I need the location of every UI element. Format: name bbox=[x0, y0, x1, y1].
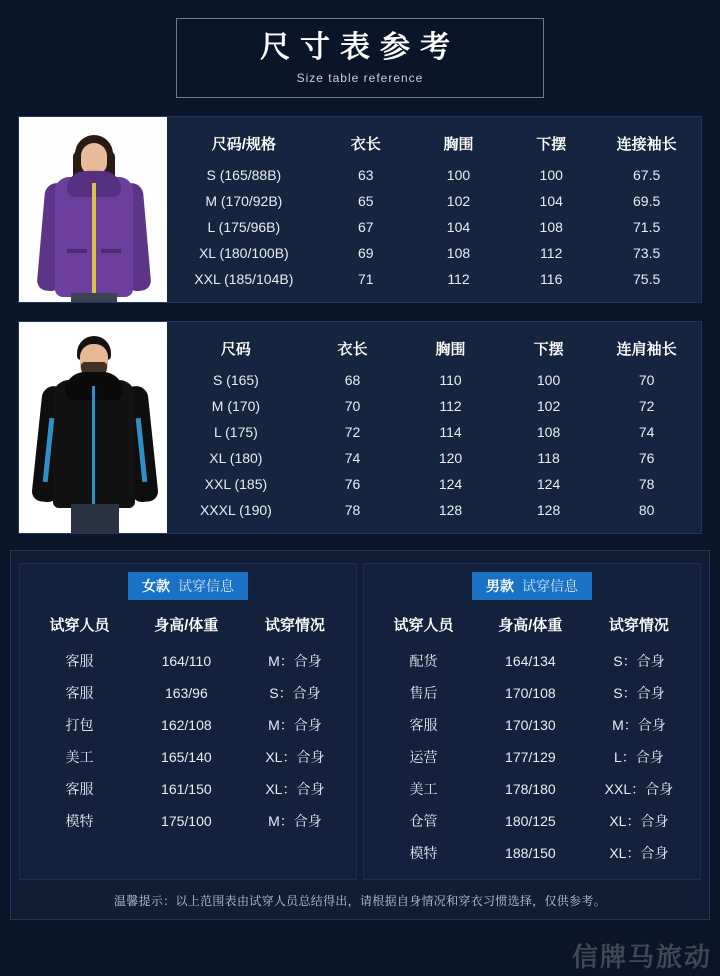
cell-sleeve: 72 bbox=[638, 397, 655, 414]
table-row bbox=[370, 677, 694, 709]
page-header bbox=[0, 0, 720, 98]
table-row bbox=[167, 266, 697, 292]
cell-sleeve: 67.5 bbox=[633, 166, 661, 183]
table-header-row bbox=[167, 127, 697, 162]
cell-height-weight: 170/108 bbox=[505, 684, 556, 701]
cell-size: M (170/92B) bbox=[205, 192, 283, 209]
men-size-panel bbox=[18, 321, 702, 534]
table-row bbox=[167, 367, 697, 393]
cell-length: 68 bbox=[344, 371, 361, 388]
cell-size: M (170) bbox=[211, 397, 261, 414]
cell-fit: XL：合身 bbox=[265, 748, 325, 765]
cell-hem: 124 bbox=[536, 475, 561, 492]
cell-hem: 128 bbox=[536, 501, 561, 518]
cell-sleeve: 70 bbox=[638, 371, 655, 388]
cell-fit: S：合身 bbox=[269, 684, 321, 701]
cell-length: 71 bbox=[357, 270, 374, 287]
cell-sleeve: 71.5 bbox=[633, 218, 661, 235]
cell-hem: 104 bbox=[539, 192, 563, 209]
table-header-row bbox=[370, 606, 694, 645]
table-row bbox=[370, 741, 694, 773]
column-header: 试穿情况 bbox=[264, 616, 325, 634]
column-header: 下摆 bbox=[533, 340, 564, 358]
column-header: 尺码/规格 bbox=[211, 135, 276, 153]
cell-length: 78 bbox=[344, 501, 361, 518]
cell-fit: XL：合身 bbox=[265, 780, 325, 797]
column-header: 尺码 bbox=[220, 340, 251, 358]
cell-fit: S：合身 bbox=[613, 652, 665, 669]
cell-bust: 112 bbox=[439, 397, 462, 414]
column-header: 连肩袖长 bbox=[616, 340, 677, 358]
cell-height-weight: 188/150 bbox=[505, 844, 556, 861]
cell-length: 70 bbox=[344, 397, 361, 414]
cell-length: 65 bbox=[357, 192, 374, 209]
cell-height-weight: 164/134 bbox=[505, 652, 556, 669]
cell-person: 美工 bbox=[409, 780, 438, 797]
cell-length: 72 bbox=[344, 423, 361, 440]
cell-height-weight: 162/108 bbox=[161, 716, 212, 733]
table-row bbox=[167, 214, 697, 240]
cell-height-weight: 178/180 bbox=[505, 780, 556, 797]
column-header: 衣长 bbox=[337, 340, 368, 358]
cell-bust: 114 bbox=[439, 423, 462, 440]
table-row bbox=[26, 805, 350, 837]
table-row bbox=[370, 837, 694, 869]
men-fit-tab-label: 男款 bbox=[486, 577, 514, 594]
cell-bust: 128 bbox=[438, 501, 463, 518]
column-header: 胸围 bbox=[443, 135, 474, 153]
cell-hem: 102 bbox=[536, 397, 561, 414]
table-row bbox=[167, 497, 697, 523]
table-row bbox=[167, 240, 697, 266]
men-jacket-photo bbox=[19, 322, 167, 533]
cell-hem: 116 bbox=[540, 270, 563, 287]
cell-hem: 118 bbox=[537, 449, 560, 466]
table-row bbox=[26, 645, 350, 677]
cell-hem: 112 bbox=[540, 244, 563, 261]
cell-sleeve: 76 bbox=[638, 449, 655, 466]
cell-height-weight: 170/130 bbox=[505, 716, 556, 733]
column-header: 身高/体重 bbox=[154, 616, 219, 634]
cell-person: 客服 bbox=[65, 684, 94, 701]
table-row bbox=[26, 709, 350, 741]
cell-size: L (175) bbox=[213, 423, 258, 440]
cell-bust: 102 bbox=[446, 192, 471, 209]
cell-size: S (165) bbox=[212, 371, 259, 388]
cell-length: 76 bbox=[344, 475, 361, 492]
cell-fit: XL：合身 bbox=[609, 844, 669, 861]
cell-person: 客服 bbox=[65, 780, 94, 797]
table-row bbox=[370, 709, 694, 741]
women-size-table-wrap bbox=[167, 117, 701, 302]
women-jacket-photo bbox=[19, 117, 167, 302]
cell-height-weight: 177/129 bbox=[505, 748, 556, 765]
cell-size: XXL (185) bbox=[204, 475, 268, 492]
men-fit-tab[interactable] bbox=[472, 572, 592, 600]
cell-fit: XXL：合身 bbox=[604, 780, 674, 797]
table-row bbox=[167, 162, 697, 188]
cell-bust: 120 bbox=[438, 449, 463, 466]
cell-sleeve: 73.5 bbox=[633, 244, 661, 261]
column-header: 胸围 bbox=[435, 340, 466, 358]
cell-sleeve: 74 bbox=[638, 423, 655, 440]
cell-bust: 112 bbox=[447, 270, 470, 287]
watermark: 信牌马旅动 bbox=[571, 943, 712, 973]
cell-person: 模特 bbox=[409, 844, 438, 861]
table-row bbox=[26, 773, 350, 805]
cell-size: XL (180/100B) bbox=[198, 244, 289, 261]
women-size-panel bbox=[18, 116, 702, 303]
column-header: 身高/体重 bbox=[498, 616, 563, 634]
table-row bbox=[167, 419, 697, 445]
column-header: 试穿人员 bbox=[393, 616, 454, 634]
cell-hem: 100 bbox=[536, 371, 561, 388]
table-header-row bbox=[167, 332, 697, 367]
table-row bbox=[370, 805, 694, 837]
men-size-table-wrap bbox=[167, 322, 701, 533]
table-row bbox=[370, 773, 694, 805]
cell-person: 配货 bbox=[409, 652, 438, 669]
cell-sleeve: 69.5 bbox=[633, 192, 661, 209]
title-box bbox=[176, 18, 544, 98]
cell-hem: 108 bbox=[536, 423, 561, 440]
cell-fit: M：合身 bbox=[612, 716, 666, 733]
men-fit-column bbox=[363, 563, 701, 880]
column-header: 下摆 bbox=[536, 135, 567, 153]
table-row bbox=[167, 471, 697, 497]
cell-person: 客服 bbox=[409, 716, 438, 733]
page-subtitle: Size table reference bbox=[296, 70, 424, 85]
cell-person: 模特 bbox=[65, 812, 94, 829]
cell-hem: 100 bbox=[539, 166, 563, 183]
men-fit-tab-sub: 试穿信息 bbox=[522, 577, 578, 594]
cell-person: 售后 bbox=[409, 684, 438, 701]
cell-sleeve: 75.5 bbox=[633, 270, 661, 287]
cell-height-weight: 180/125 bbox=[505, 812, 556, 829]
cell-fit: XL：合身 bbox=[609, 812, 669, 829]
cell-person: 客服 bbox=[65, 652, 94, 669]
table-row bbox=[167, 445, 697, 471]
cell-height-weight: 161/150 bbox=[161, 780, 212, 797]
cell-hem: 108 bbox=[539, 218, 563, 235]
cell-height-weight: 175/100 bbox=[161, 812, 212, 829]
table-row bbox=[26, 677, 350, 709]
cell-bust: 100 bbox=[446, 166, 471, 183]
cell-sleeve: 80 bbox=[638, 501, 655, 518]
cell-length: 74 bbox=[344, 449, 361, 466]
cell-height-weight: 163/96 bbox=[164, 684, 208, 701]
cell-fit: M：合身 bbox=[268, 716, 322, 733]
table-row bbox=[167, 393, 697, 419]
cell-fit: M：合身 bbox=[268, 812, 322, 829]
cell-bust: 104 bbox=[446, 218, 471, 235]
women-fit-tab-sub: 试穿信息 bbox=[178, 577, 234, 594]
cell-bust: 110 bbox=[439, 371, 462, 388]
cell-length: 69 bbox=[357, 244, 374, 261]
cell-person: 美工 bbox=[65, 748, 94, 765]
table-row bbox=[167, 188, 697, 214]
cell-size: XXL (185/104B) bbox=[194, 270, 294, 287]
cell-fit: L：合身 bbox=[614, 748, 664, 765]
women-fit-column bbox=[19, 563, 357, 880]
cell-fit: M：合身 bbox=[268, 652, 322, 669]
column-header: 试穿情况 bbox=[608, 616, 669, 634]
men-fit-table bbox=[370, 606, 694, 869]
cell-person: 打包 bbox=[65, 716, 94, 733]
women-size-table bbox=[167, 127, 697, 292]
cell-size: XL (180) bbox=[209, 449, 263, 466]
cell-bust: 108 bbox=[446, 244, 471, 261]
cell-sleeve: 78 bbox=[638, 475, 655, 492]
cell-length: 67 bbox=[357, 218, 374, 235]
table-row bbox=[370, 645, 694, 677]
table-row bbox=[26, 741, 350, 773]
table-header-row bbox=[26, 606, 350, 645]
cell-height-weight: 164/110 bbox=[161, 652, 212, 669]
women-fit-tab-label: 女款 bbox=[142, 577, 170, 594]
women-fit-table bbox=[26, 606, 350, 837]
cell-person: 运营 bbox=[409, 748, 438, 765]
column-header: 衣长 bbox=[350, 135, 381, 153]
cell-size: S (165/88B) bbox=[206, 166, 282, 183]
cell-size: L (175/96B) bbox=[207, 218, 281, 235]
cell-height-weight: 165/140 bbox=[161, 748, 212, 765]
disclaimer-note: 温馨提示：以上范围表由试穿人员总结得出，请根据自身情况和穿衣习惯选择，仅供参考。 bbox=[113, 893, 606, 908]
cell-size: XXXL (190) bbox=[199, 501, 272, 518]
cell-fit: S：合身 bbox=[613, 684, 665, 701]
page-title: 尺寸表参考 bbox=[260, 31, 460, 64]
cell-length: 63 bbox=[357, 166, 374, 183]
women-fit-tab[interactable] bbox=[128, 572, 248, 600]
cell-person: 仓管 bbox=[409, 812, 438, 829]
cell-bust: 124 bbox=[438, 475, 463, 492]
men-size-table bbox=[167, 332, 697, 523]
column-header: 试穿人员 bbox=[49, 616, 110, 634]
fit-info-section bbox=[10, 550, 710, 920]
column-header: 连接袖长 bbox=[616, 135, 677, 153]
